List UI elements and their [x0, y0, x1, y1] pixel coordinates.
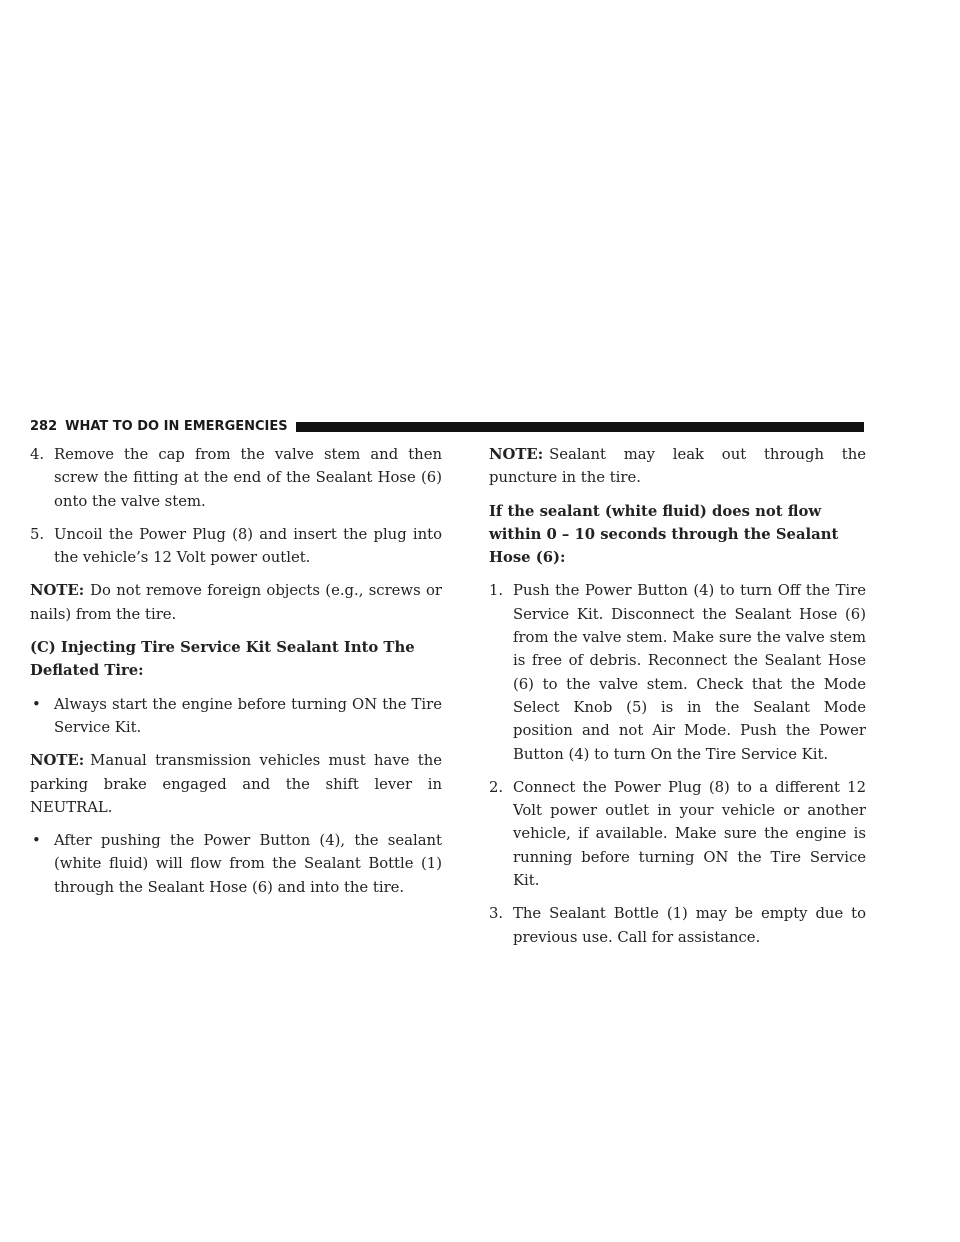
page-header	[30, 418, 864, 436]
note-label: NOTE:	[30, 582, 85, 600]
bullet-start-engine	[30, 693, 442, 740]
bullet-text: Always start the engine before turning ON the Tire Service Kit.	[54, 695, 442, 736]
bullet-text: After pushing the Power Button (4), the sealant (white fluid) will flow from the Sealant Bottle (1) through the Sealant Hose (6) and into the tire.	[54, 832, 442, 896]
bullet-icon: •	[32, 832, 41, 850]
step-3	[489, 902, 866, 949]
step-1-number: 1.	[489, 582, 504, 600]
page-number: 282	[30, 419, 58, 434]
section-heading	[30, 636, 442, 683]
note-label: NOTE:	[489, 446, 544, 463]
section-title: WHAT TO DO IN EMERGENCIES	[65, 419, 288, 434]
step-3-text: The Sealant Bottle (1) may be empty due to previous use. Call for assistance.	[513, 905, 866, 946]
step-4-number: 4.	[30, 446, 45, 463]
note-sealant-leak	[489, 443, 866, 490]
header-rule	[296, 422, 864, 432]
step-1-text: Push the Power Button (4) to turn Off the Tire Service Kit. Disconnect the Sealant Hose (6) from the valve stem. Make sure the valve stem is free of debris. Reconnect the Sealant Hose (6) to the valve stem. Check that the Mode Select Knob (5) is in the Sealant Mode position and not Air Mode. Push the Power Button (4) to turn On the Tire Service Kit.	[513, 582, 866, 763]
section-heading-line-1: (C) Injecting Tire Service Kit Sealant Into The	[30, 639, 415, 657]
step-5	[30, 523, 442, 570]
step-2-text: Connect the Power Plug (8) to a different 12 Volt power outlet in your vehicle or another vehicle, if available. Make sure the engine is running before turning ON the Tire Service Kit.	[513, 778, 866, 890]
section-heading-line-2: Deflated Tire:	[30, 662, 144, 680]
left-column	[30, 443, 442, 909]
note-foreign-objects	[30, 579, 442, 626]
note-manual-transmission	[30, 749, 442, 819]
step-4-text: Remove the cap from the valve stem and then screw the fitting at the end of the Sealant Hose (6) onto the valve stem.	[54, 446, 442, 510]
step-4	[30, 443, 442, 513]
note-text: Do not remove foreign objects (e.g., screws or nails) from the tire.	[30, 582, 442, 623]
note-text: Sealant may leak out through the puncture in the tire.	[489, 446, 866, 487]
bullet-power-button	[30, 829, 442, 899]
step-2	[489, 776, 866, 892]
step-3-number: 3.	[489, 905, 504, 923]
right-column	[489, 443, 866, 959]
note-text: Manual transmission vehicles must have the parking brake engaged and the shift lever in NEUTRAL.	[30, 752, 442, 816]
step-2-number: 2.	[489, 778, 504, 796]
step-1	[489, 579, 866, 765]
note-label: NOTE:	[30, 752, 85, 770]
step-5-number: 5.	[30, 525, 45, 543]
sealant-flow-subheading: If the sealant (white fluid) does not flow within 0 – 10 seconds through the Sealant Hose (6):	[489, 502, 839, 567]
step-5-text: Uncoil the Power Plug (8) and insert the plug into the vehicle’s 12 Volt power outlet.	[54, 525, 442, 567]
bullet-icon: •	[32, 695, 41, 713]
